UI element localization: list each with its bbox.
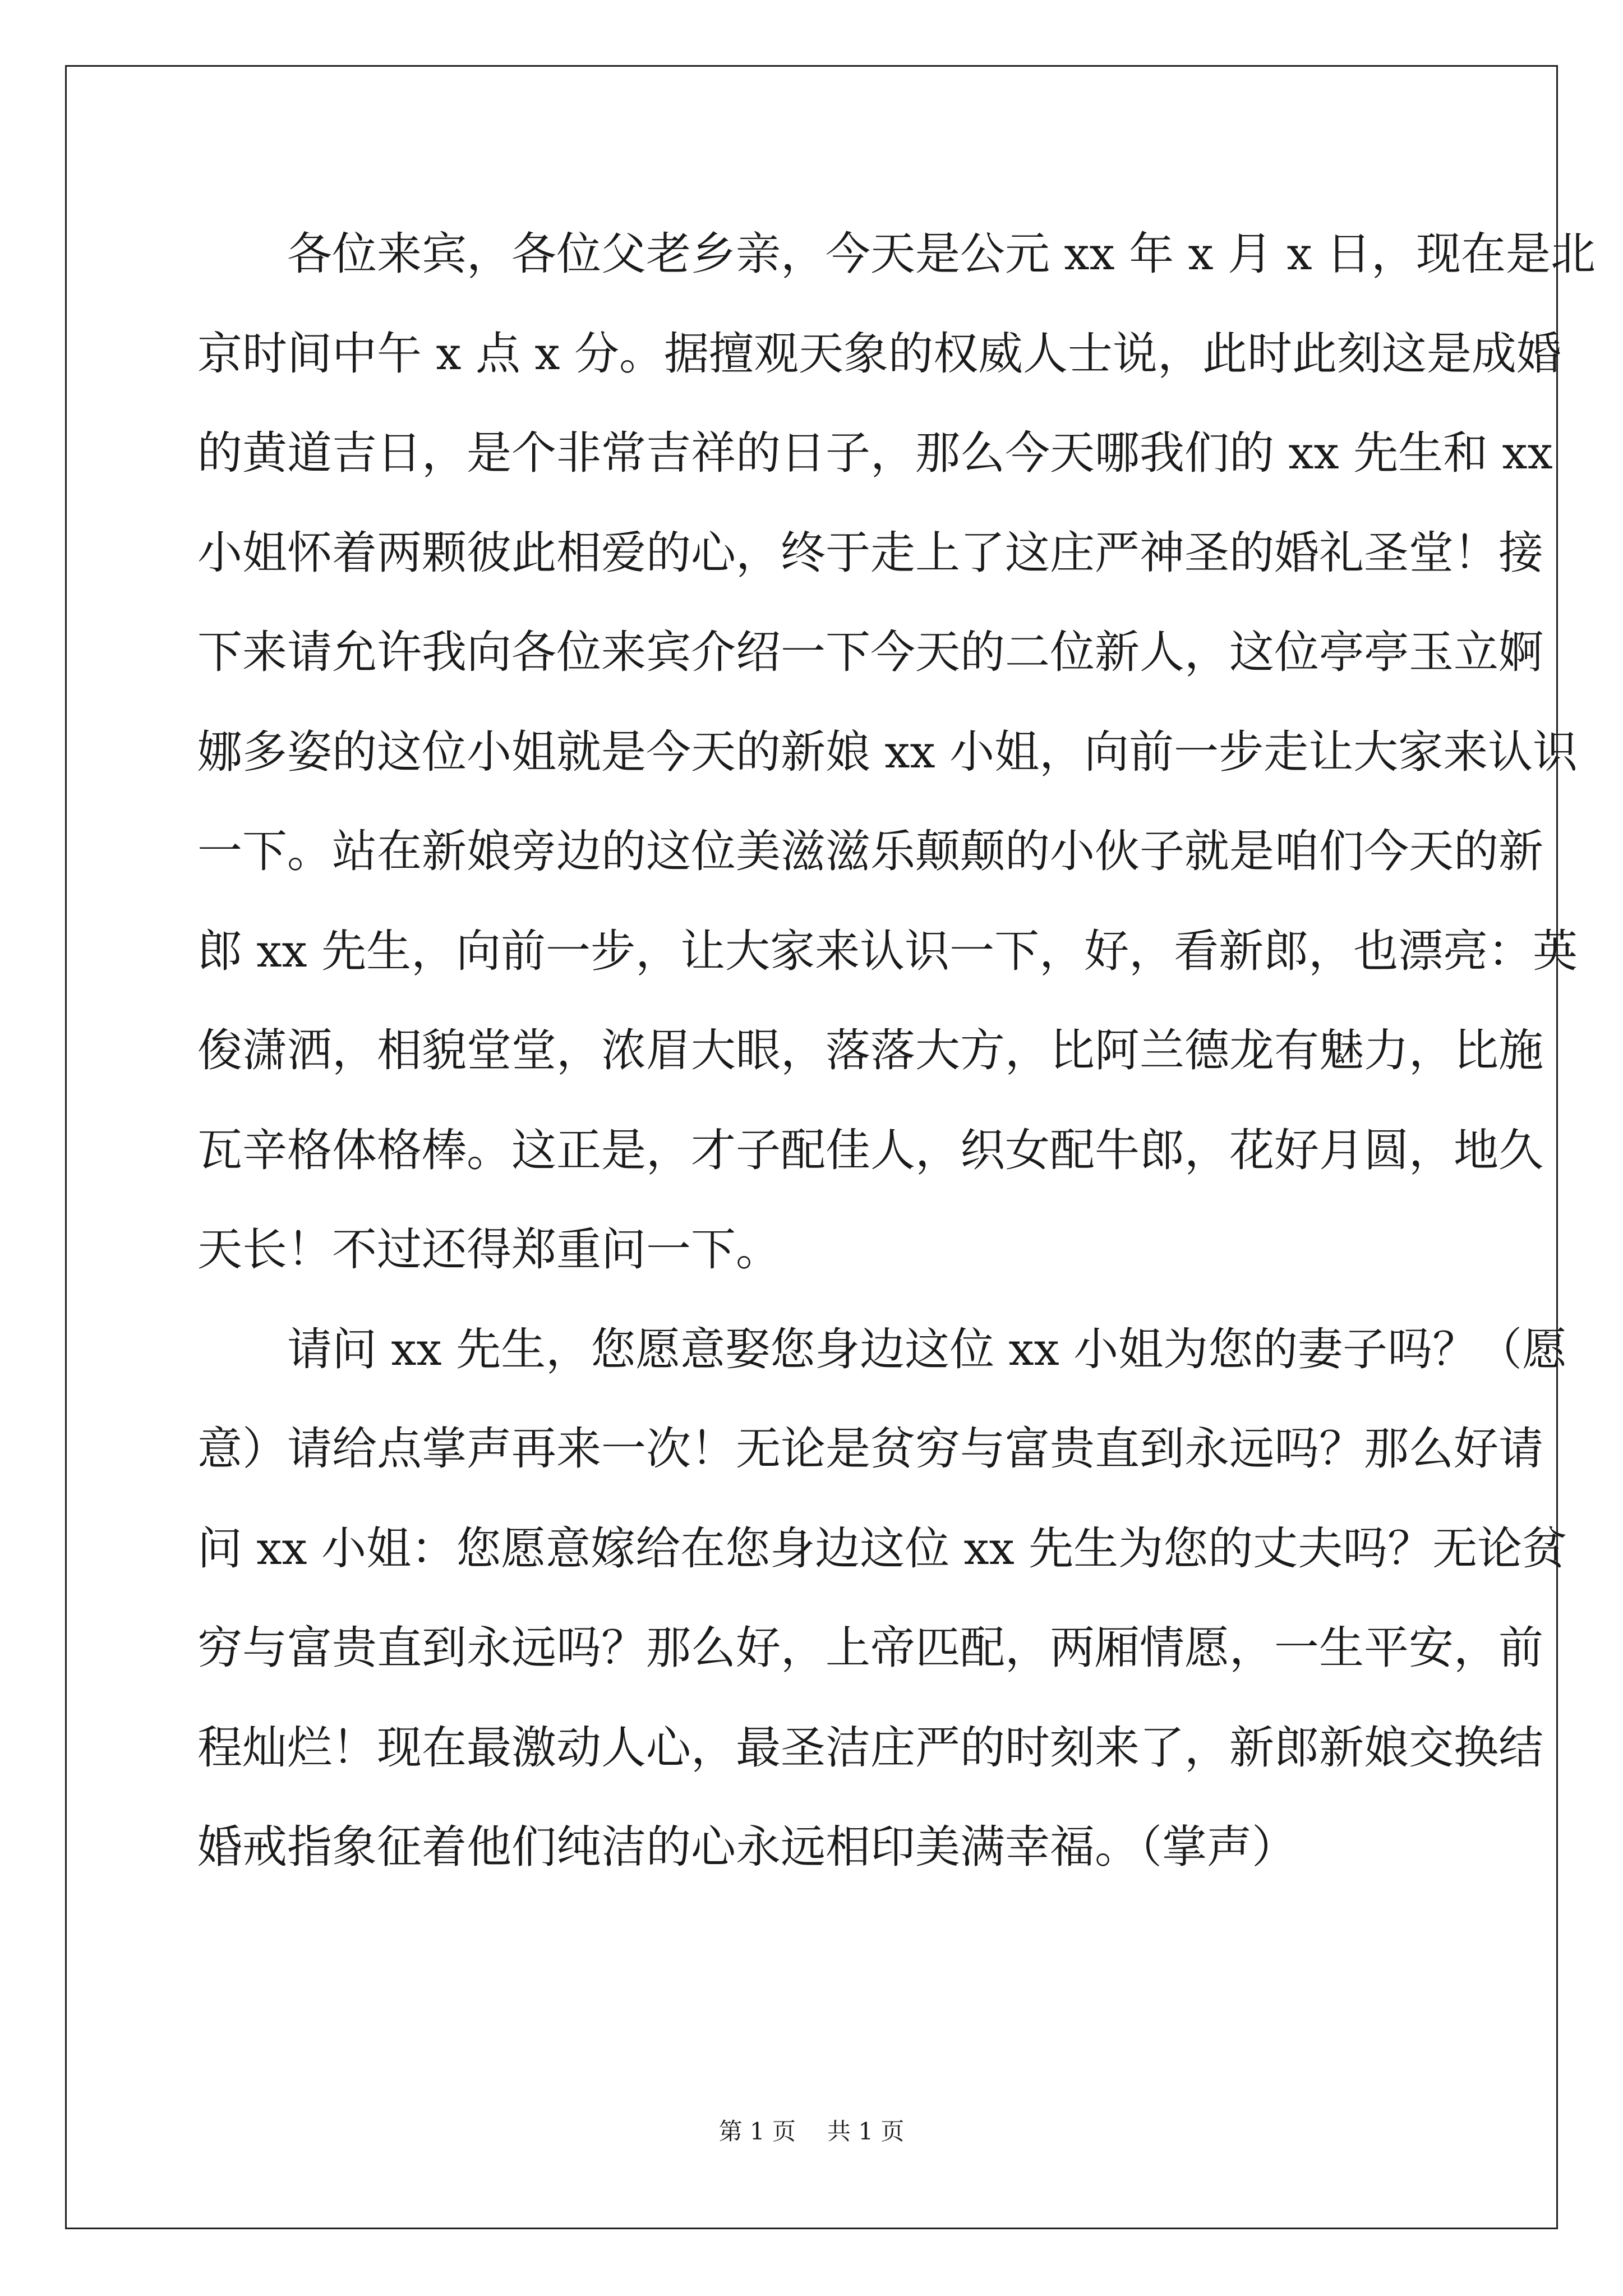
paragraph-1-line-6: 娜多姿的这位小姐就是今天的新娘 xx 小姐，向前一步走让大家来认识	[197, 725, 1578, 778]
paragraph-1-line-1: 各位来宾，各位父老乡亲，今天是公元 xx 年 x 月 x 日，现在是北	[287, 228, 1596, 280]
page-footer	[0, 2115, 1623, 2148]
paragraph-2	[197, 1300, 1567, 1897]
document-body	[197, 204, 1596, 1897]
page-total: 共 1 页	[827, 2118, 905, 2145]
paragraph-1-line-2: 京时间中午 x 点 x 分。据擅观天象的权威人士说，此时此刻这是成婚	[197, 327, 1561, 380]
paragraph-1-line-10: 瓦辛格体格棒。这正是，才子配佳人，织女配牛郎，花好月圆，地久	[197, 1124, 1543, 1176]
paragraph-2-line-6: 婚戒指象征着他们纯洁的心永远相印美满幸福。（掌声）	[197, 1821, 1297, 1873]
paragraph-2-line-4: 穷与富贵直到永远吗？那么好，上帝匹配，两厢情愿，一生平安，前	[197, 1622, 1543, 1674]
paragraph-2-line-2: 意）请给点掌声再来一次！无论是贫穷与富贵直到永远吗？那么好请	[197, 1423, 1543, 1475]
paragraph-1	[197, 204, 1596, 1300]
paragraph-2-line-5: 程灿烂！现在最激动人心，最圣洁庄严的时刻来了，新郎新娘交换结	[197, 1721, 1543, 1774]
paragraph-1-line-4: 小姐怀着两颗彼此相爱的心，终于走上了这庄严神圣的婚礼圣堂！接	[197, 526, 1543, 579]
page-number: 第 1 页	[718, 2118, 796, 2145]
paragraph-1-line-5: 下来请允许我向各位来宾介绍一下今天的二位新人，这位亭亭玉立婀	[197, 626, 1543, 678]
paragraph-1-line-3: 的黄道吉日，是个非常吉祥的日子，那么今天哪我们的 xx 先生和 xx	[197, 427, 1553, 479]
paragraph-1-line-7: 一下。站在新娘旁边的这位美滋滋乐颠颠的小伙子就是咱们今天的新	[197, 825, 1543, 877]
paragraph-1-line-8: 郎 xx 先生，向前一步，让大家来认识一下，好，看新郎，也漂亮：英	[197, 924, 1578, 977]
paragraph-2-line-3: 问 xx 小姐：您愿意嫁给在您身边这位 xx 先生为您的丈夫吗？无论贫	[197, 1522, 1567, 1575]
paragraph-2-line-1: 请问 xx 先生，您愿意娶您身边这位 xx 小姐为您的妻子吗？（愿	[287, 1323, 1567, 1375]
paragraph-1-line-9: 俊潇洒，相貌堂堂，浓眉大眼，落落大方，比阿兰德龙有魅力，比施	[197, 1024, 1543, 1076]
paragraph-1-line-11: 天长！不过还得郑重问一下。	[197, 1223, 781, 1276]
